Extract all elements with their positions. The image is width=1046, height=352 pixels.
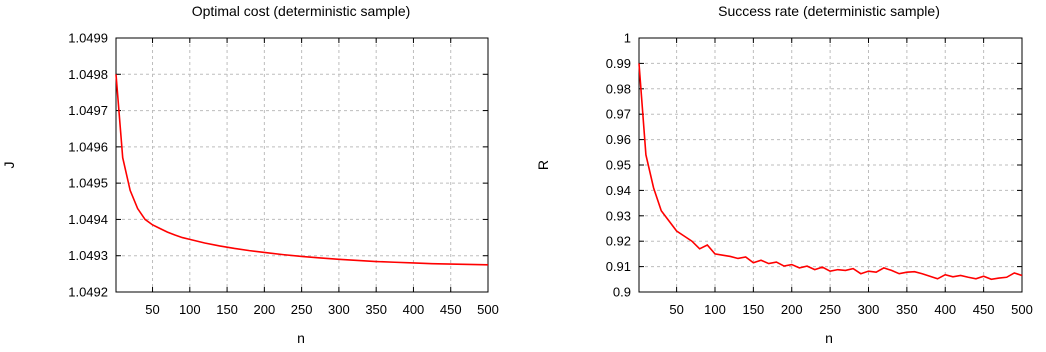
- y-tick-label: 0.97: [605, 106, 631, 122]
- y-tick-label: 1.0495: [68, 175, 108, 191]
- y-tick-label: 0.93: [605, 208, 631, 224]
- x-tick-label: 300: [328, 302, 350, 317]
- y-tick-label: 0.92: [605, 233, 631, 249]
- x-axis-label-left: n: [297, 330, 305, 346]
- y-tick-label: 0.9: [612, 284, 631, 300]
- y-tick-label: 1.0498: [68, 66, 108, 82]
- x-tick-label: 500: [1011, 302, 1033, 317]
- y-tick-label: 1.0492: [68, 284, 108, 300]
- x-tick-label: 200: [780, 302, 803, 317]
- y-axis-label-right: R: [535, 159, 551, 171]
- x-tick-label: 400: [934, 302, 957, 317]
- x-tick-label: 400: [402, 302, 425, 317]
- x-tick-label: 250: [819, 302, 841, 317]
- y-tick-label: 0.96: [605, 132, 631, 148]
- y-tick-label: 0.94: [605, 182, 631, 198]
- plot-area-right: [606, 31, 1033, 318]
- x-tick-label: 450: [439, 302, 462, 317]
- y-tick-label: 1.0499: [68, 30, 108, 46]
- chart-title-right: Success rate (deterministic sample): [718, 3, 940, 19]
- x-tick-label: 350: [896, 302, 918, 317]
- x-tick-label: 150: [216, 302, 238, 317]
- chart-title-left: Optimal cost (deterministic sample): [191, 3, 411, 19]
- x-tick-label: 50: [669, 302, 684, 317]
- x-tick-label: 50: [145, 302, 160, 317]
- y-tick-label: 1.0497: [68, 103, 108, 119]
- x-tick-label: 300: [857, 302, 880, 317]
- x-tick-label: 250: [290, 302, 313, 317]
- y-tick-label: 0.99: [605, 55, 631, 71]
- x-tick-label: 500: [477, 302, 499, 317]
- y-tick-label: 1.0494: [68, 211, 108, 227]
- plot-area-left: [68, 31, 499, 318]
- x-tick-label: 150: [742, 302, 765, 317]
- y-tick-label: 0.91: [605, 259, 631, 275]
- x-tick-label: 350: [365, 302, 388, 317]
- x-tick-label: 450: [972, 302, 995, 317]
- x-tick-label: 100: [178, 302, 201, 317]
- y-tick-label: 1.0496: [68, 139, 108, 155]
- y-tick-label: 0.98: [605, 81, 631, 97]
- x-axis-label-right: n: [825, 330, 833, 346]
- y-tick-label: 1: [623, 30, 631, 46]
- y-tick-label: 0.95: [605, 157, 631, 173]
- x-tick-label: 200: [253, 302, 276, 317]
- x-tick-label: 100: [704, 302, 726, 317]
- y-axis-label-left: J: [1, 161, 17, 169]
- y-tick-label: 1.0493: [68, 248, 108, 264]
